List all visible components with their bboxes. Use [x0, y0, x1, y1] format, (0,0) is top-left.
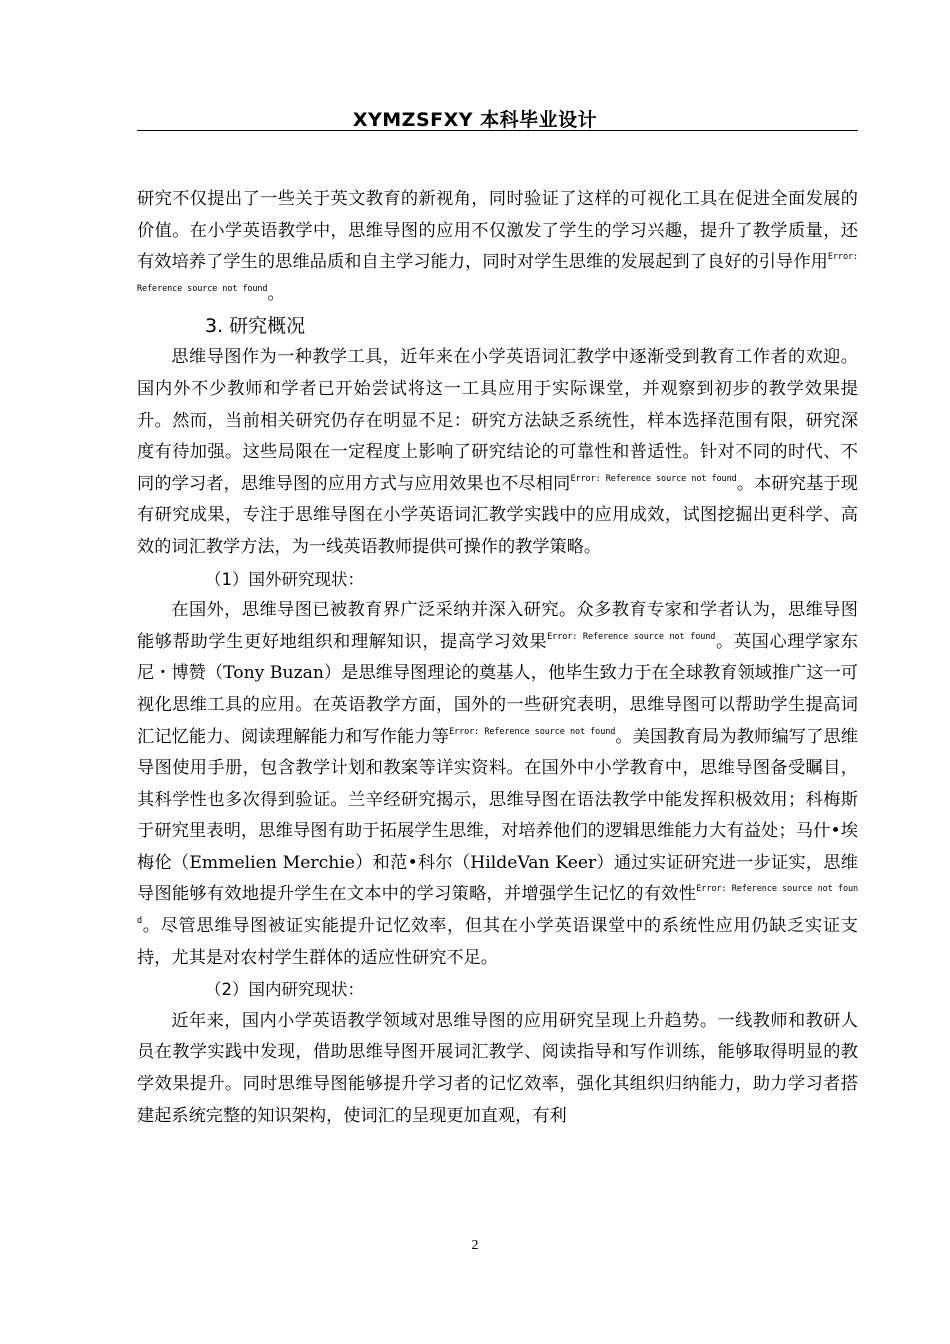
paragraph-text: 近年来，国内小学英语教学领域对思维导图的应用研究呈现上升趋势。一线教师和教研人员在教学实践中发现，借助思维导图开展词汇教学、阅读指导和写作训练，能够取得明显的教学效果提升。同时思维导图能够提升学习者的记忆效率，强化其组织归纳能力，助力学习者搭建起系统完整的知识架构，使词汇的呈现更加直观，有利 [137, 1010, 858, 1126]
page-header-title: XYMZSFXY 本科毕业设计 [352, 109, 598, 131]
header-rule [137, 130, 858, 131]
reference-error: Error: Reference source not found [137, 884, 858, 927]
paragraph-text: 。本研究基于现有研究成果，专注于思维导图在小学英语词汇教学实践中的应用成效，试图挖掘出更科学、高效的词汇教学方法，为一线英语教师提供可操作的教学策略。 [137, 473, 858, 557]
paragraph-text: 。尽管思维导图被证实能提升记忆效率，但其在小学英语课堂中的系统性应用仍缺乏实证支持，尤其是对农村学生群体的适应性研究不足。 [137, 916, 858, 968]
paragraph-intro [137, 184, 858, 310]
section-heading: 3. 研究概况 [205, 315, 306, 338]
paragraph-foreign-research [137, 595, 858, 974]
paragraph-text: 研究不仅提出了一些关于英文教育的新视角，同时验证了这样的可视化工具在促进全面发展的价值。在小学英语教学中，思维导图的应用不仅激发了学生的学习兴趣，提升了教学质量，还有效培养了学生的思维品质和自主学习能力，同时对学生思维的发展起到了良好的引导作用 [137, 189, 858, 273]
document-body [137, 184, 858, 1132]
paragraph-text: 。美国教育局为教师编写了思维导图使用手册，包含教学计划和教案等详实资料。在国外中小学教育中，思维导图备受瞩目，其科学性也多次得到验证。兰辛经研究揭示，思维导图在语法教学中能发挥积极效用；科梅斯于研究里表明，思维导图有助于拓展学生思维，对培养他们的逻辑思维能力大有益处；马什•埃梅伦（Emmelien Merchie）和范•科尔（HildeVan Keer）通过实证研究进一步证实，思维导图能够有效地提升学生在文本中的学习策略，并增强学生记忆的有效性 [137, 726, 858, 905]
reference-error: Error: Reference source not found [137, 252, 858, 294]
paragraph-text: 。英国心理学家东尼・博赞（Tony Buzan）是思维导图理论的奠基人，他毕生致力于在全球教育领域推广这一可视化思维工具的应用。在英语教学方面，国外的一些研究表明，思维导图可以帮助学生提高词汇记忆能力、阅读理解能力和写作能力等 [137, 631, 858, 747]
subsection-heading-foreign: （1）国外研究现状： [205, 569, 364, 589]
paragraph-text: 在国外，思维导图已被教育界广泛采纳并深入研究。众多教育专家和学者认为，思维导图能够帮助学生更好地组织和理解知识，提高学习效果 [137, 600, 858, 652]
page-number: 2 [471, 1238, 479, 1253]
paragraph-domestic-research [137, 1006, 858, 1132]
subsection-heading-domestic: （2）国内研究现状： [205, 980, 364, 1000]
reference-error: Error: Reference source not found [547, 631, 716, 642]
paragraph-text: 。 [267, 283, 285, 304]
paragraph-text: 思维导图作为一种教学工具，近年来在小学英语词汇教学中逐渐受到教育工作者的欢迎。国内外不少教师和学者已开始尝试将这一工具应用于实际课堂，并观察到初步的教学效果提升。然而，当前相关研究仍存在明显不足：研究方法缺乏系统性，样本选择范围有限，研究深度有待加强。这些局限在一定程度上影响了研究结论的可靠性和普适性。针对不同的时代、不同的学习者，思维导图的应用方式与应用效果也不尽相同 [137, 347, 858, 494]
paragraph-overview [137, 342, 858, 563]
reference-error: Error: Reference source not found [449, 726, 616, 737]
reference-error: Error: Reference source not found [570, 473, 737, 484]
